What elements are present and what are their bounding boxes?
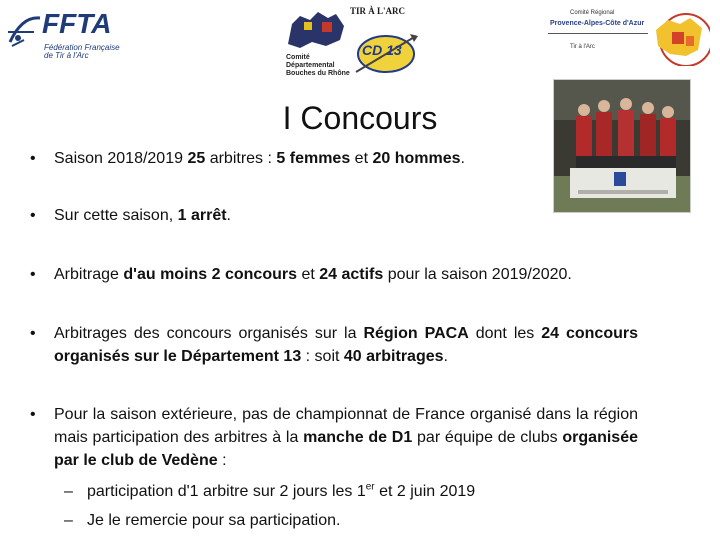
sub-text-2: Je le remercie pour sa participation. [87,512,341,529]
cd13-logo [276,2,426,80]
region-divider [548,33,648,34]
cd13-badge: CD 13 [362,42,402,58]
bullet-text-5: Pour la saison extérieure, pas de championnat de France organisé dans la région mais participation des arbitres à la manche de D1 par équipe de clubs organisée par le club de Vedène : [54,406,638,469]
ffta-subtitle: Fédération Française de Tir à l'Arc [44,43,120,60]
bullet-text-1: Saison 2018/2019 25 arbitres : 5 femmes et 20 hommes. [54,150,465,167]
region-line2: Provence-Alpes-Côte d'Azur [550,20,645,27]
page-title: I Concours [282,100,438,136]
region-line3: Tir à l'Arc [570,44,595,50]
bullet-text-4: Arbitrages des concours organisés sur la Région PACA dont les 24 concours organisés sur le Département 13 : soit 40 arbitrages. [54,325,639,365]
cd13-top-text: TIR À L'ARC [350,6,406,16]
bullet-symbol: • [30,325,36,342]
ffta-logo [4,4,120,68]
region-map-icon [646,10,710,66]
bullet-text-3: Arbitrage d'au moins 2 concours et 24 actifs pour la saison 2019/2020. [54,266,572,283]
bullet-symbol: • [30,406,36,423]
map-icon [282,4,352,54]
cd13-subtitle: Comité Départemental Bouches du Rhône [286,54,350,77]
bullet-symbol: • [30,207,36,224]
dash-symbol: – [64,483,73,500]
region-logo [546,6,712,68]
region-line1: Comité Régional [570,10,615,16]
archer-icon [4,12,44,52]
bullet-text-2: Sur cette saison, 1 arrêt. [54,207,231,224]
bullet-symbol: • [30,150,36,167]
team-photo [553,79,691,213]
ffta-wordmark: FFTA [42,8,112,39]
bullet-symbol: • [30,266,36,283]
dash-symbol: – [64,512,73,529]
sub-text-1: participation d'1 arbitre sur 2 jours les 1er et 2 juin 2019 [87,481,476,500]
